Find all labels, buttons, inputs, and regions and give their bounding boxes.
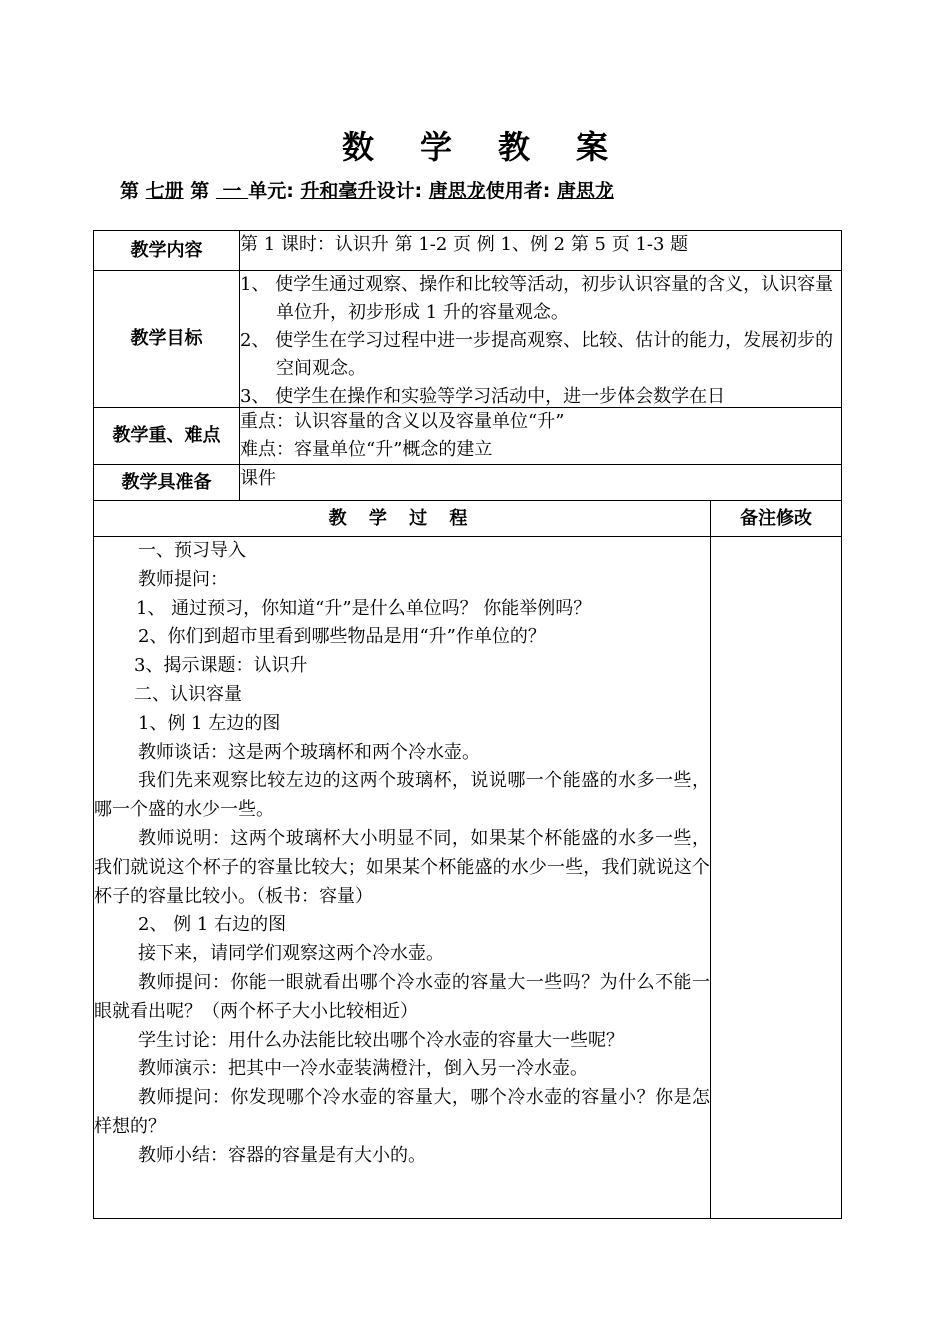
process-line: 一、预习导入: [138, 540, 246, 561]
process-row: [94, 537, 842, 1219]
process-line: 2、你们到超市里看到哪些物品是用“升”作单位的？: [138, 626, 546, 648]
tools-value: 课件: [240, 465, 842, 501]
content-value: 第 1 课时：认识升 第 1-2 页 例 1、例 2 第 5 页 1-3 题: [240, 231, 842, 271]
process-line: 接下来，请同学们观察这两个冷水壶。: [138, 943, 444, 965]
process-line: 教师谈话：这是两个玻璃杯和两个冷水壶。: [138, 741, 480, 763]
process-line: 学生讨论：用什么办法能比较出哪个冷水壶的容量大一些呢？: [138, 1029, 624, 1051]
notes-header: 备注修改: [711, 501, 842, 537]
goals-label: 教学目标: [94, 271, 240, 408]
volume-prefix: 第: [120, 180, 140, 202]
process-line: 教师小结：容器的容量是有大小的。: [138, 1144, 426, 1166]
process-line: 1、 通过预习，你知道“升”是什么单位吗？ 你能举例吗？: [136, 597, 592, 619]
content-label: 教学内容: [94, 231, 240, 271]
process-body: [94, 537, 711, 1219]
unit-prefix: 第: [190, 180, 210, 202]
difficult-point: 难点：容量单位“升”概念的建立: [240, 439, 493, 460]
lesson-plan-table: [93, 230, 842, 1219]
goals-list: [240, 271, 841, 407]
key-points-label: 教学重、难点: [94, 408, 240, 465]
process-line: 教师演示：把其中一冷水壶装满橙汁，倒入另一冷水壶。: [138, 1058, 588, 1080]
process-header: 教 学 过 程: [94, 501, 711, 537]
key-point: 重点：认识容量的含义以及容量单位“升”: [240, 411, 565, 432]
goal-item: 3、 使学生在操作和实验等学习活动中，进一步体会数学在日: [240, 386, 726, 407]
goal-item: 1、 使学生通过观察、操作和比较等活动，初步认识容量的含义，认识容量单位升，初步形成 1 升的容量观念。: [240, 274, 834, 323]
designer-label: 设计:: [376, 180, 423, 202]
user-label: 使用者:: [485, 180, 551, 202]
goal-item: 2、 使学生在学习过程中进一步提高观察、比较、估计的能力，发展初步的空间观念。: [240, 330, 834, 379]
content-row: [94, 231, 842, 271]
page-title: 数学教案: [341, 128, 654, 166]
lesson-meta-line: [120, 176, 614, 203]
process-line: 教师说明：这两个玻璃杯大小明显不同，如果某个杯能盛的水多一些，我们就说这个杯子的容量比较大；如果某个杯能盛的水少一些，我们就说这个杯子的容量比较小。（板书：容量）: [94, 827, 710, 907]
process-line: 教师提问：: [138, 568, 228, 590]
process-line: 2、 例 1 右边的图: [138, 914, 287, 936]
volume-value: 七册: [145, 180, 184, 202]
goals-row: [94, 271, 842, 408]
notes-cell: [711, 537, 842, 1219]
process-line: 教师提问：你能一眼就看出哪个冷水壶的容量大一些吗？为什么不能一眼就看出呢？（两个杯子大小比较相近）: [94, 971, 710, 1022]
process-line: 二、认识容量: [134, 683, 242, 705]
unit-number: 一: [222, 180, 242, 202]
user-name: 唐思龙: [556, 180, 614, 202]
process-header-row: [94, 501, 842, 537]
key-points-row: [94, 408, 842, 465]
unit-name: 升和毫升: [300, 180, 377, 202]
designer-name: 唐思龙: [428, 180, 486, 202]
process-line: 3、揭示课题：认识升: [134, 655, 308, 677]
unit-label: 单元:: [248, 180, 294, 202]
tools-row: [94, 465, 842, 501]
tools-label: 教学具准备: [94, 465, 240, 501]
process-line: 我们先来观察比较左边的这两个玻璃杯，说说哪一个能盛的水多一些，哪一个盛的水少一些。: [94, 770, 710, 821]
process-line: 教师提问：你发现哪个冷水壶的容量大，哪个冷水壶的容量小？你是怎样想的？: [94, 1087, 710, 1137]
process-line: 1、例 1 左边的图: [138, 712, 281, 734]
